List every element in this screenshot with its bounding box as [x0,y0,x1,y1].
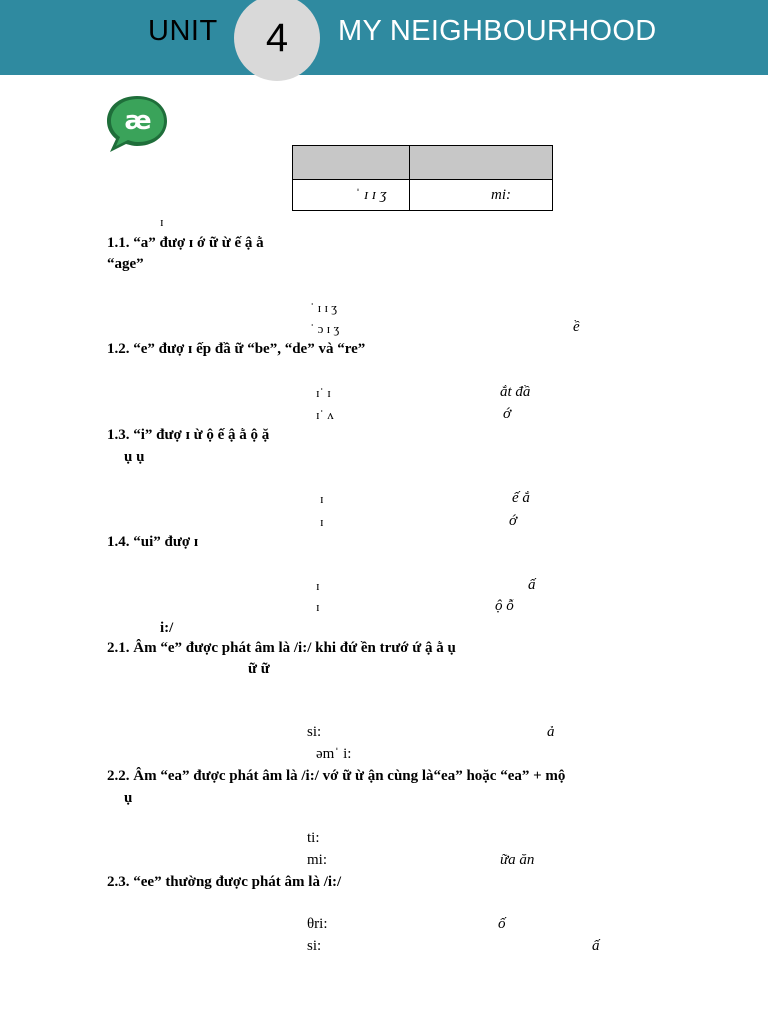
rule-1-4: 1.4. “ui” đượ ɪ [107,534,199,550]
ex-2-3-b: si: [307,938,322,954]
ex-2-1-b: əmˈ i: [316,746,352,762]
rule-1-1: 1.1. “a” đượ ɪ ớ ữ ừ ế ậ ằ [107,235,264,251]
phoneme-table [292,145,553,211]
unit-banner [0,0,768,75]
ex-1-4-a: ɪ [316,578,320,593]
phoneme-table-cell-2-text: mi: [491,186,511,203]
ex-2-3-b-vi: ấ [592,938,600,954]
rule-2-1-cont: ữ ữ [248,661,270,677]
rule-2-2-cont: ụ [124,790,133,806]
ex-2-1-a: si: [307,724,322,740]
ex-2-1-a-vi: ả [547,724,555,740]
ex-1-2-b-vi: ớ [503,406,512,422]
unit-number: 4 [265,16,289,60]
phoneme-table-header-cell-1 [293,146,410,180]
ipa-small-1: ɪ [160,214,164,229]
unit-title: MY NEIGHBOURHOOD [338,15,657,47]
ex-1-4-a-vi: ấ [528,577,536,593]
ex-2-3-a-vi: ố [498,916,506,932]
ex-1-3-a: ɪ [320,491,324,506]
ex-2-2-b-vi: ữa ăn [500,852,535,868]
phoneme-table-cell-2 [410,180,553,211]
rule-1-2: 1.2. “e” đượ ɪ ếp đầ ữ “be”, “de” và “re” [107,341,366,357]
ex-1-3-a-vi: ế ắ [512,490,530,506]
ex-1-1-a: ˈ ɪ ɪ ʒ [310,300,338,315]
ex-1-2-b: ɪˈ ʌ [316,407,334,422]
ex-2-3-a: θri: [307,916,328,932]
ex-1-4-b: ɪ [316,599,320,614]
ex-1-3-b-vi: ớ [509,513,518,529]
rule-2-1: 2.1. Âm “e” được phát âm là /i:/ khi đứ ền trướ ứ ậ ằ ụ [107,640,456,656]
ex-1-1-b-vi: ề [573,319,580,335]
phoneme-table-cell-1 [293,180,410,211]
ex-1-1-b: ˈ ɔ ɪ ʒ [310,321,340,336]
ex-1-4-b-vi: ộ ỗ [495,598,514,614]
ex-1-2-a: ɪˈ ɪ [316,385,331,400]
rule-2-2: 2.2. Âm “ea” được phát âm là /i:/ vớ ữ ừ ận cùng là“ea” hoặc “ea” + mộ [107,768,566,784]
phoneme-table-header-cell-2 [410,146,553,180]
rule-1-1-cont: “age” [107,256,144,272]
rule-1-3-cont: ụ ụ [124,449,145,465]
rule-1-3: 1.3. “i” đượ ɪ ừ ộ ế ậ ằ ộ ặ [107,427,270,443]
unit-label: UNIT [148,15,218,47]
ex-2-2-b: mi: [307,852,328,868]
phoneme-table-row [293,180,553,211]
ae-speech-bubble-icon [104,93,170,155]
ae-glyph: æ [124,106,152,136]
phoneme-table-cell-1-text: ˈ ɪ ɪ ʒ [355,186,387,203]
ex-2-2-a: ti: [307,830,320,846]
ex-1-3-b: ɪ [320,514,324,529]
rule-2-3: 2.3. “ee” thường được phát âm là /i:/ [107,874,342,890]
ex-1-2-a-vi: ắt đầ [500,384,531,400]
section-2-title: i:/ [160,620,174,636]
unit-number-badge [234,0,320,81]
phoneme-table-header [293,146,553,180]
